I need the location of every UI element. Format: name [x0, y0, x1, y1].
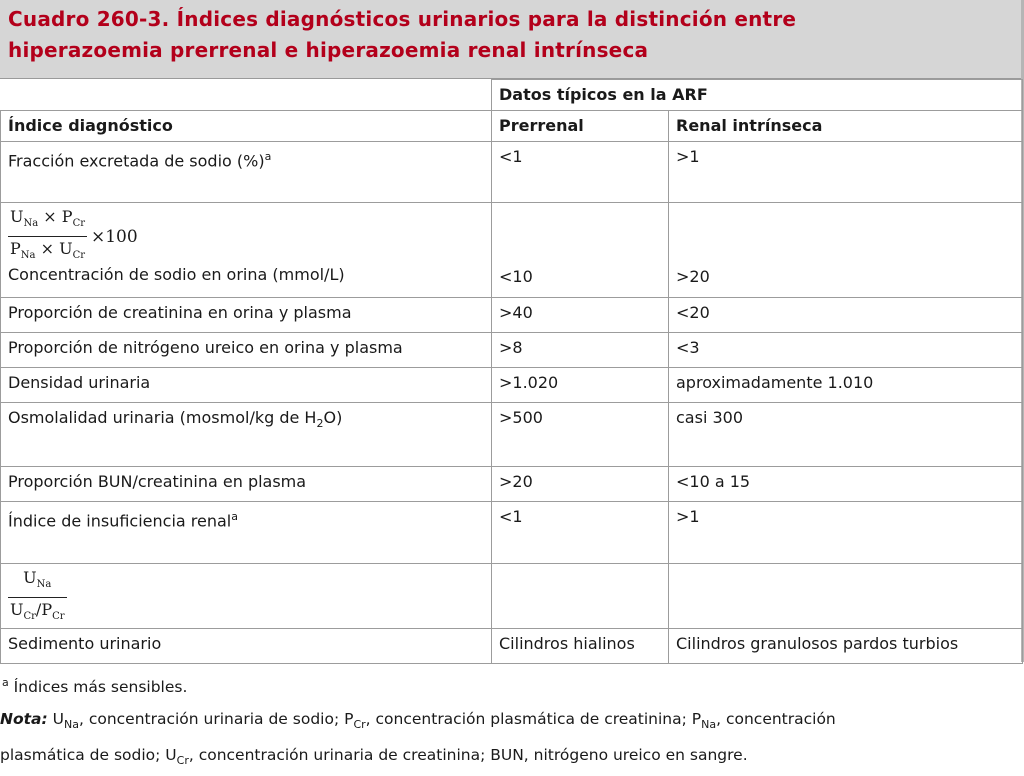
diagnostic-table [0, 79, 1023, 664]
nota-block [0, 704, 1020, 776]
title-line-2: hiperazoemia prerrenal e hiperazoemia renal intrínseca [8, 38, 649, 62]
table-row [1, 298, 1023, 333]
nota-label: Nota: [0, 710, 48, 728]
row-label: Sedimento urinario [1, 629, 492, 664]
rfi-formula: $\frac{U_{Na}}{U_{Cr}/P_{Cr}}$ [1, 564, 492, 629]
row-renal: <10 a 15 [669, 467, 1023, 502]
row-renal: aproximadamente 1.010 [669, 368, 1023, 403]
row-prerenal: <1 [492, 502, 669, 564]
row-prerenal: >500 [492, 403, 669, 467]
header-blank-cell [1, 80, 492, 111]
row-prerenal: <1 [492, 142, 669, 203]
row-label: Proporción BUN/creatinina en plasma [1, 467, 492, 502]
row-prerenal: >8 [492, 333, 669, 368]
title-line-1: Cuadro 260-3. Índices diagnósticos urinarios para la distinción entre [8, 7, 797, 31]
table-row [1, 333, 1023, 368]
row-prerenal: Cilindros hialinos [492, 629, 669, 664]
row-renal: casi 300 [669, 403, 1023, 467]
header-row-1 [1, 80, 1023, 111]
nota-line-1: Nota: $U_{Na}$, concentración urinaria de sodio; $P_{Cr}$, concentración plasmática de creatinina; $P_{Na}$, concentración [0, 710, 836, 732]
rfi-blank-prerenal [492, 564, 669, 629]
table-row [1, 403, 1023, 467]
table-row [1, 142, 1023, 203]
row-label: Proporción de nitrógeno ureico en orina y plasma [1, 333, 492, 368]
row-label: Osmolalidad urinaria (mosmol/kg de $H_2O$) [1, 403, 492, 467]
row-label: Índice de insuficiencia renal$^a$ [1, 502, 492, 564]
header-row-2 [1, 111, 1023, 142]
table-title [8, 4, 1008, 66]
row-renal: Cilindros granulosos pardos turbios [669, 629, 1023, 664]
row-prerenal: <10 [492, 203, 669, 298]
table-row [1, 203, 1023, 298]
row-renal: >20 [669, 203, 1023, 298]
table-row [1, 502, 1023, 564]
row-renal: >1 [669, 142, 1023, 203]
row-prerenal: >40 [492, 298, 669, 333]
footnote-a: $^a$ Índices más sensibles. [2, 676, 188, 697]
nota-line-2: plasmática de sodio; $U_{Cr}$, concentración urinaria de creatinina; BUN, nitrógeno ureico en sangre. [0, 746, 748, 768]
row-label: Proporción de creatinina en orina y plasma [1, 298, 492, 333]
row-label: Densidad urinaria [1, 368, 492, 403]
table-row [1, 467, 1023, 502]
table-row [1, 368, 1023, 403]
header-col-index: Índice diagnóstico [1, 111, 492, 142]
table-row [1, 564, 1023, 629]
fena-formula: $\frac{U_{Na} \times P_{Cr}}{P_{Na} \times U_{Cr}}$ ×100 [10, 207, 138, 262]
row-prerenal: >20 [492, 467, 669, 502]
row-prerenal: >1.020 [492, 368, 669, 403]
header-col-renal: Renal intrínseca [669, 111, 1023, 142]
rfi-blank-renal [669, 564, 1023, 629]
row-renal: >1 [669, 502, 1023, 564]
row-renal: <20 [669, 298, 1023, 333]
table-row [1, 629, 1023, 664]
header-group-label: Datos típicos en la ARF [492, 80, 1023, 111]
row-renal: <3 [669, 333, 1023, 368]
title-band [0, 0, 1022, 79]
row-label: Fracción excretada de sodio (%)$^a$ [1, 142, 492, 203]
header-col-prerenal: Prerrenal [492, 111, 669, 142]
row-label: $\frac{U_{Na} \times P_{Cr}}{P_{Na} \times U_{Cr}}$ ×100 Concentración de sodio en orina (mmol/L) [1, 203, 492, 298]
